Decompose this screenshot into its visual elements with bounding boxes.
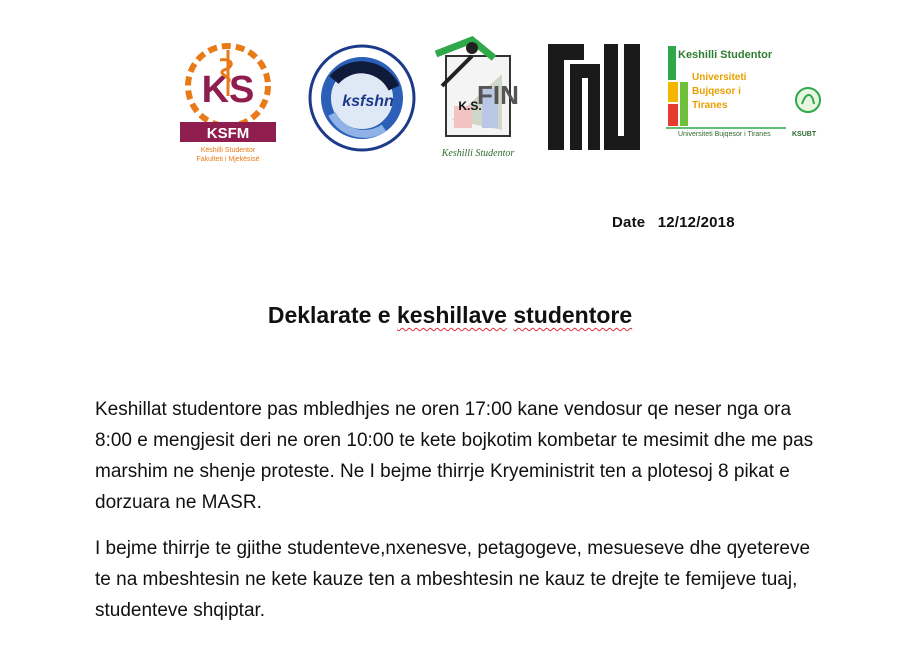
logo-row: [172, 30, 832, 165]
date-value: 12/12/2018: [657, 214, 735, 231]
svg-text:FIN: FIN: [477, 80, 519, 110]
document-title: [0, 302, 900, 329]
svg-text:Bujqesor i: Bujqesor i: [692, 86, 741, 97]
fau-logo: [544, 40, 644, 152]
title-part-3: studentore: [513, 302, 633, 328]
svg-text:KS: KS: [201, 69, 255, 111]
svg-text:ksfshn: ksfshn: [342, 93, 394, 110]
document-date: [612, 214, 735, 231]
svg-text:Keshilli Studentor: Keshilli Studentor: [441, 148, 515, 159]
svg-text:KSFM: KSFM: [206, 125, 250, 142]
ksfin-logo: [432, 34, 528, 162]
ksfm-logo: [174, 36, 282, 166]
svg-text:Universiteti: Universiteti: [692, 72, 747, 83]
date-label: Date: [612, 214, 646, 231]
paragraph-2: I bejme thirrje te gjithe studenteve,nxenesve, petagogeve, mesueseve dhe qyetereve te na mbeshtesin ne kete kauze ten a mbeshtesin ne kauz te drejte te femijeve tuaj, studenteve shqiptar.: [95, 538, 811, 621]
ksubt-logo: [666, 40, 828, 156]
svg-text:Këshilli Studentor: Këshilli Studentor: [200, 147, 256, 154]
title-part-1: Deklarate e: [267, 302, 391, 328]
paragraph-1: Keshillat studentore pas mbledhjes ne oren 17:00 kane vendosur qe neser nga ora 8:00 e mengjesit deri ne oren 10:00 te kete bojkotim kombetar te mesimit dhe me pas marshim ne shenje proteste. Ne I bejme thirrje Kryeministrit ten a plotesoj 8 pikat e dorzuara ne MASR.: [95, 399, 814, 513]
title-part-2: keshillave: [396, 302, 507, 328]
svg-text:Universiteti Bujqesor i Tirane: Universiteti Bujqesor i Tiranes: [678, 131, 771, 138]
svg-text:Keshilli Studentor: Keshilli Studentor: [678, 49, 773, 61]
ksfshn-logo: [304, 40, 422, 155]
svg-text:K.S.: K.S.: [458, 99, 482, 113]
svg-text:KSUBT: KSUBT: [792, 131, 817, 138]
svg-text:Tiranes: Tiranes: [692, 100, 728, 111]
svg-text:Fakulteti i Mjekësisë: Fakulteti i Mjekësisë: [196, 156, 260, 163]
